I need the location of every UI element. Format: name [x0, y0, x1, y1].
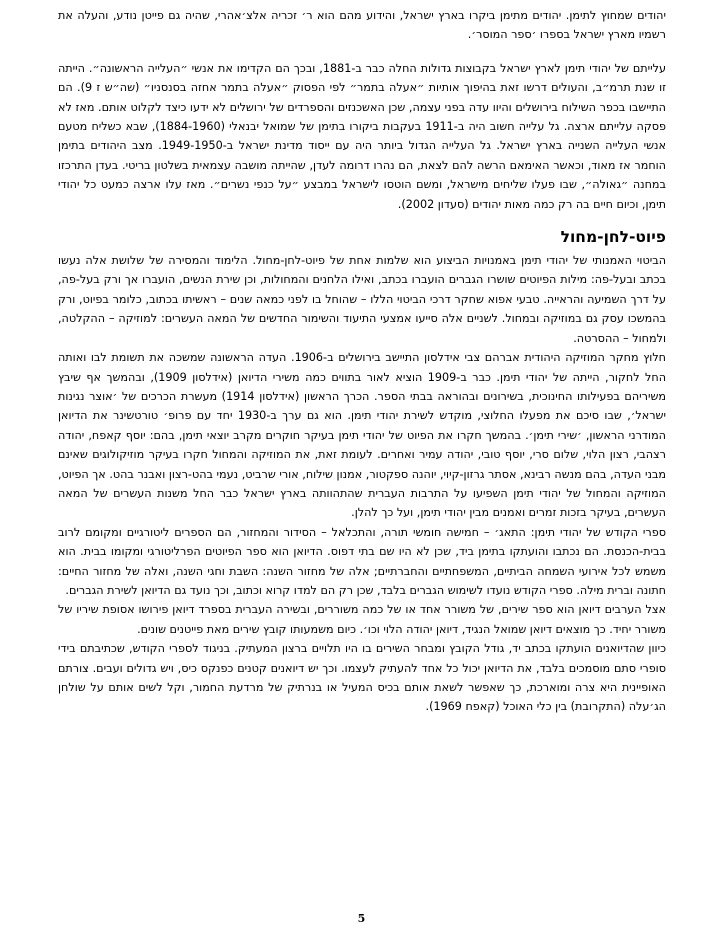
document-page: [58, 6, 666, 717]
body-paragraph: חלוץ מחקר המוזיקה היהודית אברהם צבי אידלסון התיישב בירושלים ב-1906. העדה הראשונה שמשכה את תשומת לבו ואותה החל לחקור, הייתה של יהודי תימן. כבר ב-1909 הוציא לאור בתווים כמה משירי הדיואן (אידלסון 1909), ובהמשך אף שיבץ משיריהם בפעילותו החינוכית, בשירונים ובהוראה בבתי הספר. הכרך הראשון (אידלסון 1914) מעשרת הכרכים של ׳אוצר נגינות ישראל׳, שבו סיכם את מפעלו החלוצי, מוקדש לשירת יהודי תימן. הוא גם ערך ב-1930 יחד עם פרופ׳ טורטשינר את הדיואן המודרני הראשון, ׳שירי תימן׳. בהמשך חקרו את הפיוט של יהודי תימן בעיקר חוקרים מקרב יוצאי תימן, בהם: יוסף קאפח, יהודה רצהבי, רצון הלוי, שלום סרי, יוסף טובי, יהודה עמיר ואחרים. לעומת זאת, את המוזיקה והמחול חקרו בעיקר מוזיקולוגים שאינם מבני העדה, בהם מנשה רבינא, אסתר גרזון-קיוי, יוהנה ספקטור, אמנון שילוח, אורי שרביט, נעמי בהט-רצון ואבנר בהט. אך הפיוט, המוזיקה והמחול של יהודי תימן השפיעו על התרבות העברית שהתהוותה בארץ ישראל כבר החל משנות העשרים של המאה העשרים, בעיקר בזכות זמרים ואמנים מבין יהודי תימן, ועל כך להלן.: [58, 351, 667, 520]
section-heading: פיוט-לחן-מחול: [560, 228, 666, 247]
page-number: 5: [357, 912, 366, 925]
body-paragraph: אצל הערבים דיואן הוא ספר שירים, של משורר אחד או של כמה משוררים, ובשירה העברית בספרד דיואן פירושו אסופת שיריו של משורר יחיד. כך מוצאים דיואן שמואל הנגיד, דיואן יהודה הלוי וכו׳. כיום משמעותו קובץ שירים מאת פייטנים שונים.: [58, 603, 666, 636]
body-paragraph: כיוון שהדיואנים הועתקו בכתב יד, גודל הקובץ ומבחר השירים בו היו תלויים ברצון המעתיק. בניגוד לספרי הקודש, שכתיבתם בידי סופרי סתם מוסמכים בלבד, את הדיואן יכול כל אחד להעתיק לעצמו. וכך יש דיואנים קטנים כפנקס כיס, ויש גדולים ועבים. צורתם האופיינית היא צרה ומוארכת, כך שאפשר לשאת אותם בכיס המעיל או בנרתיק של מרדעת החמור, וקל לשים אותם על שולחן הג׳עלה (התקרובת) בין כלי האוכל (קאפח 1969).: [58, 642, 666, 714]
body-paragraph: ספרי הקודש של יהודי תימן: התאג׳ – חמישה חומשי תורה, והתכלאל – הסידור והמחזור, הם הספרים ליטורגיים ומקומם לרוב בבית-הכנסת. הם נכתבו והועתקו בתימן ביד, שכן לא היו שם בתי דפוס. הדיואן הוא ספר הפיוטים הפרליטורגי ומקומו בבית. הוא משמש לכל אירועי השמחה הביתיים, המשפחתיים והחברתיים; אלה של מחזור השנה: השבת וחגי השנה, ואלה של מחזור החיים: חתונה וברית מילה. ספרי הקודש נועדו לשימוש הגברים בלבד, שכן רק הם למדו קרוא וכתוב, וכך נועד גם הדיואן לשירת הגברים.: [58, 525, 666, 597]
body-paragraph: יהודים שמחוץ לתימן. יהודים מתימן ביקרו בארץ ישראל, והידוע מהם הוא ר׳ זכריה אלצ׳אהרי, שהיה גם פייטן נודע, והעלה את רשמיו מארץ ישראל בספרו ׳ספר המוסר׳.: [58, 9, 666, 42]
body-paragraph: עלייתם של יהודי תימן לארץ ישראל בקבוצות גדולות החלה כבר ב-1881, ובכך הם הקדימו את אנשי ״העלייה הראשונה״. הייתה זו שנת תרמ״ב, והעולים דרשו זאת בהיפוך אותיות ״אעלה בתמר״ לפי הפסוק ״אעלה בתמר אחזה בסנסניו״ (שה״ש ז 9). הם התיישבו בכפר השילוח בירושלים והיוו עדה בפני עצמה, שכן האשכנזים והספרדים של ירושלים לא ידעו כיצד לקלוט אותם. מאז לא פסקה עלייתם ארצה. גל עלייה חשוב היה ב-1911 בעקבות ביקורו בתימן של שמואל יבנאלי (1884-1960), שבא כשליח מטעם אנשי העלייה השנייה בארץ ישראל. גל העלייה הגדול ביותר היה עם ייסוד מדינת ישראל ב-1949-1950. מצב היהודים בתימן הוחמר אז מאוד, וכאשר האימאם הרשה להם לצאת, הם נהרו דרומה לעדן, שהייתה מושבה עצמאית בשלטון בריטי. בעדן התרכזו במחנה ״גאולה״, שבו פעלו שליחים מישראל, ומשם הוטסו לישראל במבצע ״על כנפי נשרים״. מאז עלו ארצה כמעט כל יהודי תימן, וכיום חיים בה רק כמה מאות יהודים (סעדון 2002).: [58, 61, 667, 211]
body-paragraph: הביטוי האמנותי של יהודי תימן באמנויות הביצוע הוא שלמות אחת של פיוט-לחן-מחול. הלימוד והמסירה של שלושת אלה נעשו בכתב ובעל-פה: מילות הפיוטים שושרו הגברים הועברו בכתב, ואילו הלחנים והמחולות, וכן שירת הנשים, הועברו אך ורק בעל-פה, על דרך השמיעה והראייה. טבעי אפוא שחקר דרכי הביטוי הללו – שהוחל בו לפני כמאה שנים – ראשיתו בכתוב, כלומר בפיוט, ורק בהמשכו עסק גם במוזיקה ובמחול. לשניים אלה סייעו אמצעי התיעוד והשימור החדשים של המאה העשרים: למוזיקה – ההקלטה, ולמחול – ההסרטה.: [58, 254, 666, 345]
